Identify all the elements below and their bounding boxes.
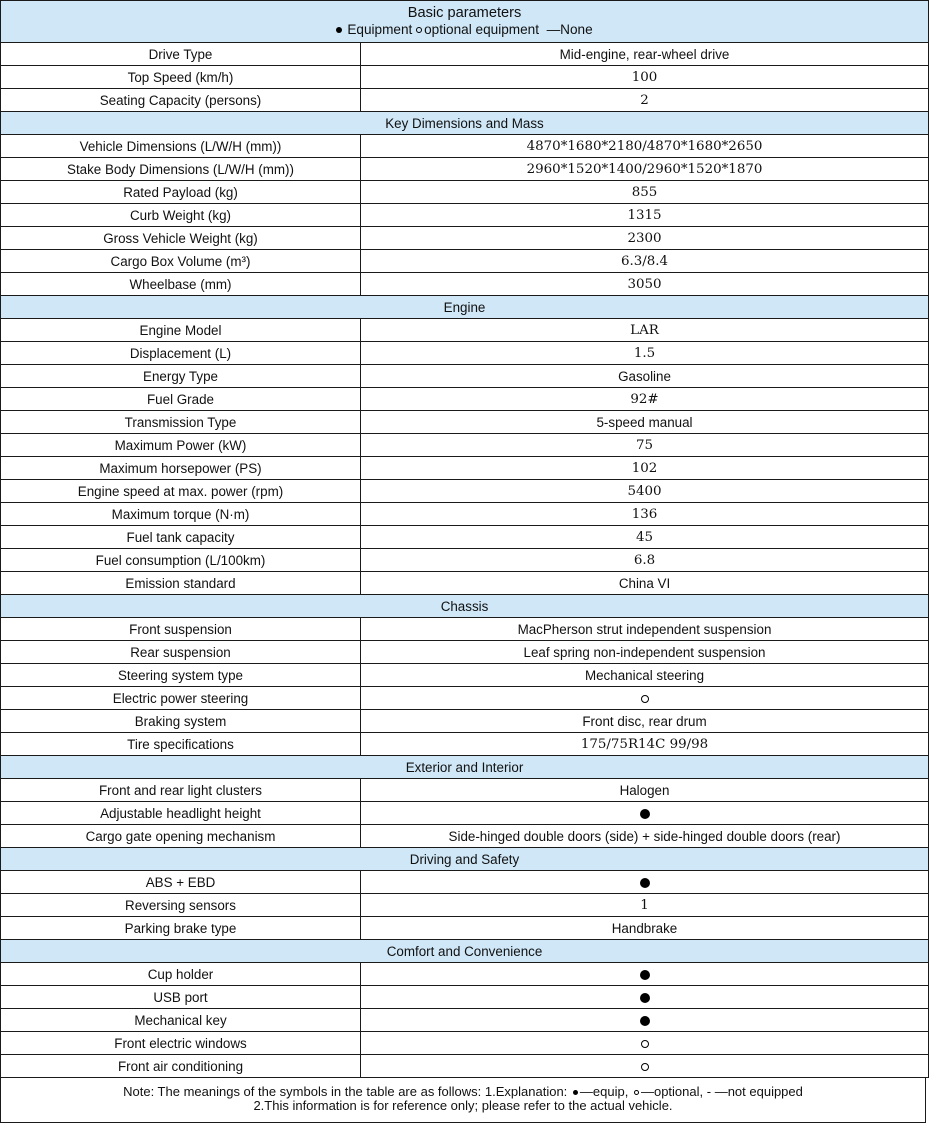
optional-circle-icon <box>641 1040 649 1048</box>
table-row <box>1 411 929 434</box>
row-value: 6.3/8.4 <box>361 250 929 273</box>
table-row <box>1 66 929 89</box>
optional-circle-icon <box>416 27 422 33</box>
table-row <box>1 825 929 848</box>
section-row <box>1 296 929 319</box>
row-label: Curb Weight (kg) <box>1 204 361 227</box>
equipped-dot-icon <box>640 970 650 980</box>
row-value: Mid-engine, rear-wheel drive <box>361 43 929 66</box>
row-label: Fuel consumption (L/100km) <box>1 549 361 572</box>
header-cell <box>1 1 929 43</box>
footnote-none: - —not equipped <box>706 1084 803 1099</box>
table-row <box>1 963 929 986</box>
row-label: Front electric windows <box>1 1032 361 1055</box>
row-value: LAR <box>361 319 929 342</box>
section-title: Driving and Safety <box>1 848 929 871</box>
row-label: Parking brake type <box>1 917 361 940</box>
table-row <box>1 227 929 250</box>
legend-none: —None <box>546 22 593 37</box>
row-label: Stake Body Dimensions (L/W/H (mm)) <box>1 158 361 181</box>
table-row <box>1 779 929 802</box>
table-row <box>1 480 929 503</box>
section-title: Engine <box>1 296 929 319</box>
row-value: 5-speed manual <box>361 411 929 434</box>
row-value: Gasoline <box>361 365 929 388</box>
table-row <box>1 1032 929 1055</box>
row-label: USB port <box>1 986 361 1009</box>
table-row <box>1 181 929 204</box>
equipped-dot-icon <box>573 1090 578 1095</box>
row-label: Transmission Type <box>1 411 361 434</box>
table-row <box>1 871 929 894</box>
row-label: Rear suspension <box>1 641 361 664</box>
equipped-dot-icon <box>640 1016 650 1026</box>
row-label: Rated Payload (kg) <box>1 181 361 204</box>
footnote-line-2: 2.This information is for reference only; please refer to the actual vehicle. <box>253 1098 673 1113</box>
table-row <box>1 158 929 181</box>
table-row <box>1 388 929 411</box>
row-value: 6.8 <box>361 549 929 572</box>
table-row <box>1 342 929 365</box>
row-value <box>361 986 929 1009</box>
row-label: Reversing sensors <box>1 894 361 917</box>
row-value: 175/75R14C 99/98 <box>361 733 929 756</box>
table-title: Basic parameters <box>407 5 522 21</box>
section-title: Key Dimensions and Mass <box>1 112 929 135</box>
equipped-dot-icon <box>640 809 650 819</box>
table-row <box>1 273 929 296</box>
row-label: Adjustable headlight height <box>1 802 361 825</box>
table-row <box>1 549 929 572</box>
table-row <box>1 457 929 480</box>
table-row <box>1 204 929 227</box>
footnote-optional: —optional, <box>640 1084 704 1099</box>
row-label: Seating Capacity (persons) <box>1 89 361 112</box>
section-title: Exterior and Interior <box>1 756 929 779</box>
row-value: 92# <box>361 388 929 411</box>
row-label: ABS + EBD <box>1 871 361 894</box>
table-row <box>1 894 929 917</box>
row-label: Energy Type <box>1 365 361 388</box>
footnote <box>0 1078 926 1123</box>
row-value: Mechanical steering <box>361 664 929 687</box>
optional-circle-icon <box>641 695 649 703</box>
table-row <box>1 89 929 112</box>
row-label: Top Speed (km/h) <box>1 66 361 89</box>
row-label: Electric power steering <box>1 687 361 710</box>
table-row <box>1 687 929 710</box>
row-label: Maximum horsepower (PS) <box>1 457 361 480</box>
row-value: 1 <box>361 894 929 917</box>
section-title: Comfort and Convenience <box>1 940 929 963</box>
row-label: Cargo gate opening mechanism <box>1 825 361 848</box>
section-row <box>1 595 929 618</box>
table-row <box>1 618 929 641</box>
row-value: Handbrake <box>361 917 929 940</box>
row-value: 855 <box>361 181 929 204</box>
row-value: Leaf spring non-independent suspension <box>361 641 929 664</box>
row-label: Front and rear light clusters <box>1 779 361 802</box>
table-row <box>1 733 929 756</box>
row-value: 2300 <box>361 227 929 250</box>
row-value <box>361 687 929 710</box>
row-value: 4870*1680*2180/4870*1680*2650 <box>361 135 929 158</box>
legend-optional: optional equipment <box>424 22 540 37</box>
row-label: Mechanical key <box>1 1009 361 1032</box>
table-row <box>1 664 929 687</box>
section-row <box>1 756 929 779</box>
section-row <box>1 112 929 135</box>
row-value: Side-hinged double doors (side) + side-hinged double doors (rear) <box>361 825 929 848</box>
row-label: Drive Type <box>1 43 361 66</box>
header-row <box>1 1 929 43</box>
table-row <box>1 503 929 526</box>
table-row <box>1 572 929 595</box>
equipped-dot-icon <box>640 993 650 1003</box>
row-value: 1.5 <box>361 342 929 365</box>
table-row <box>1 250 929 273</box>
footnote-prefix: Note: The meanings of the symbols in the table are as follows: 1.Explanation: <box>123 1084 568 1099</box>
table-row <box>1 986 929 1009</box>
row-value: 45 <box>361 526 929 549</box>
row-label: Maximum Power (kW) <box>1 434 361 457</box>
row-value <box>361 871 929 894</box>
table-row <box>1 526 929 549</box>
row-label: Steering system type <box>1 664 361 687</box>
legend-equipment: Equipment <box>347 22 413 37</box>
table-row <box>1 135 929 158</box>
row-label: Engine Model <box>1 319 361 342</box>
row-value: Front disc, rear drum <box>361 710 929 733</box>
row-value: China VI <box>361 572 929 595</box>
row-label: Wheelbase (mm) <box>1 273 361 296</box>
row-label: Gross Vehicle Weight (kg) <box>1 227 361 250</box>
footnote-equip: —equip, <box>579 1084 629 1099</box>
row-value <box>361 1009 929 1032</box>
footnote-line-1 <box>1 1085 925 1099</box>
optional-circle-icon <box>634 1090 639 1095</box>
row-label: Front air conditioning <box>1 1055 361 1078</box>
row-label: Cargo Box Volume (m³) <box>1 250 361 273</box>
row-value: 100 <box>361 66 929 89</box>
row-value: 1315 <box>361 204 929 227</box>
row-value <box>361 963 929 986</box>
row-label: Engine speed at max. power (rpm) <box>1 480 361 503</box>
table-row <box>1 434 929 457</box>
row-label: Displacement (L) <box>1 342 361 365</box>
equipped-dot-icon <box>640 878 650 888</box>
row-value: 3050 <box>361 273 929 296</box>
row-value: 102 <box>361 457 929 480</box>
table-row <box>1 43 929 66</box>
section-row <box>1 848 929 871</box>
row-value: MacPherson strut independent suspension <box>361 618 929 641</box>
table-row <box>1 319 929 342</box>
row-label: Tire specifications <box>1 733 361 756</box>
row-label: Emission standard <box>1 572 361 595</box>
table-row <box>1 710 929 733</box>
row-value <box>361 802 929 825</box>
section-row <box>1 940 929 963</box>
table-row <box>1 365 929 388</box>
row-value: 75 <box>361 434 929 457</box>
row-label: Fuel tank capacity <box>1 526 361 549</box>
table-row <box>1 1055 929 1078</box>
row-value <box>361 1055 929 1078</box>
legend <box>1 22 928 38</box>
row-label: Cup holder <box>1 963 361 986</box>
optional-circle-icon <box>641 1063 649 1071</box>
table-row <box>1 917 929 940</box>
row-label: Braking system <box>1 710 361 733</box>
row-value: 2 <box>361 89 929 112</box>
row-value <box>361 1032 929 1055</box>
row-value: 5400 <box>361 480 929 503</box>
row-label: Vehicle Dimensions (L/W/H (mm)) <box>1 135 361 158</box>
row-value: 136 <box>361 503 929 526</box>
table-row <box>1 641 929 664</box>
section-title: Chassis <box>1 595 929 618</box>
row-label: Maximum torque (N·m) <box>1 503 361 526</box>
table-row <box>1 802 929 825</box>
table-row <box>1 1009 929 1032</box>
row-value: Halogen <box>361 779 929 802</box>
row-label: Front suspension <box>1 618 361 641</box>
row-value: 2960*1520*1400/2960*1520*1870 <box>361 158 929 181</box>
equipped-dot-icon <box>336 27 342 33</box>
row-label: Fuel Grade <box>1 388 361 411</box>
